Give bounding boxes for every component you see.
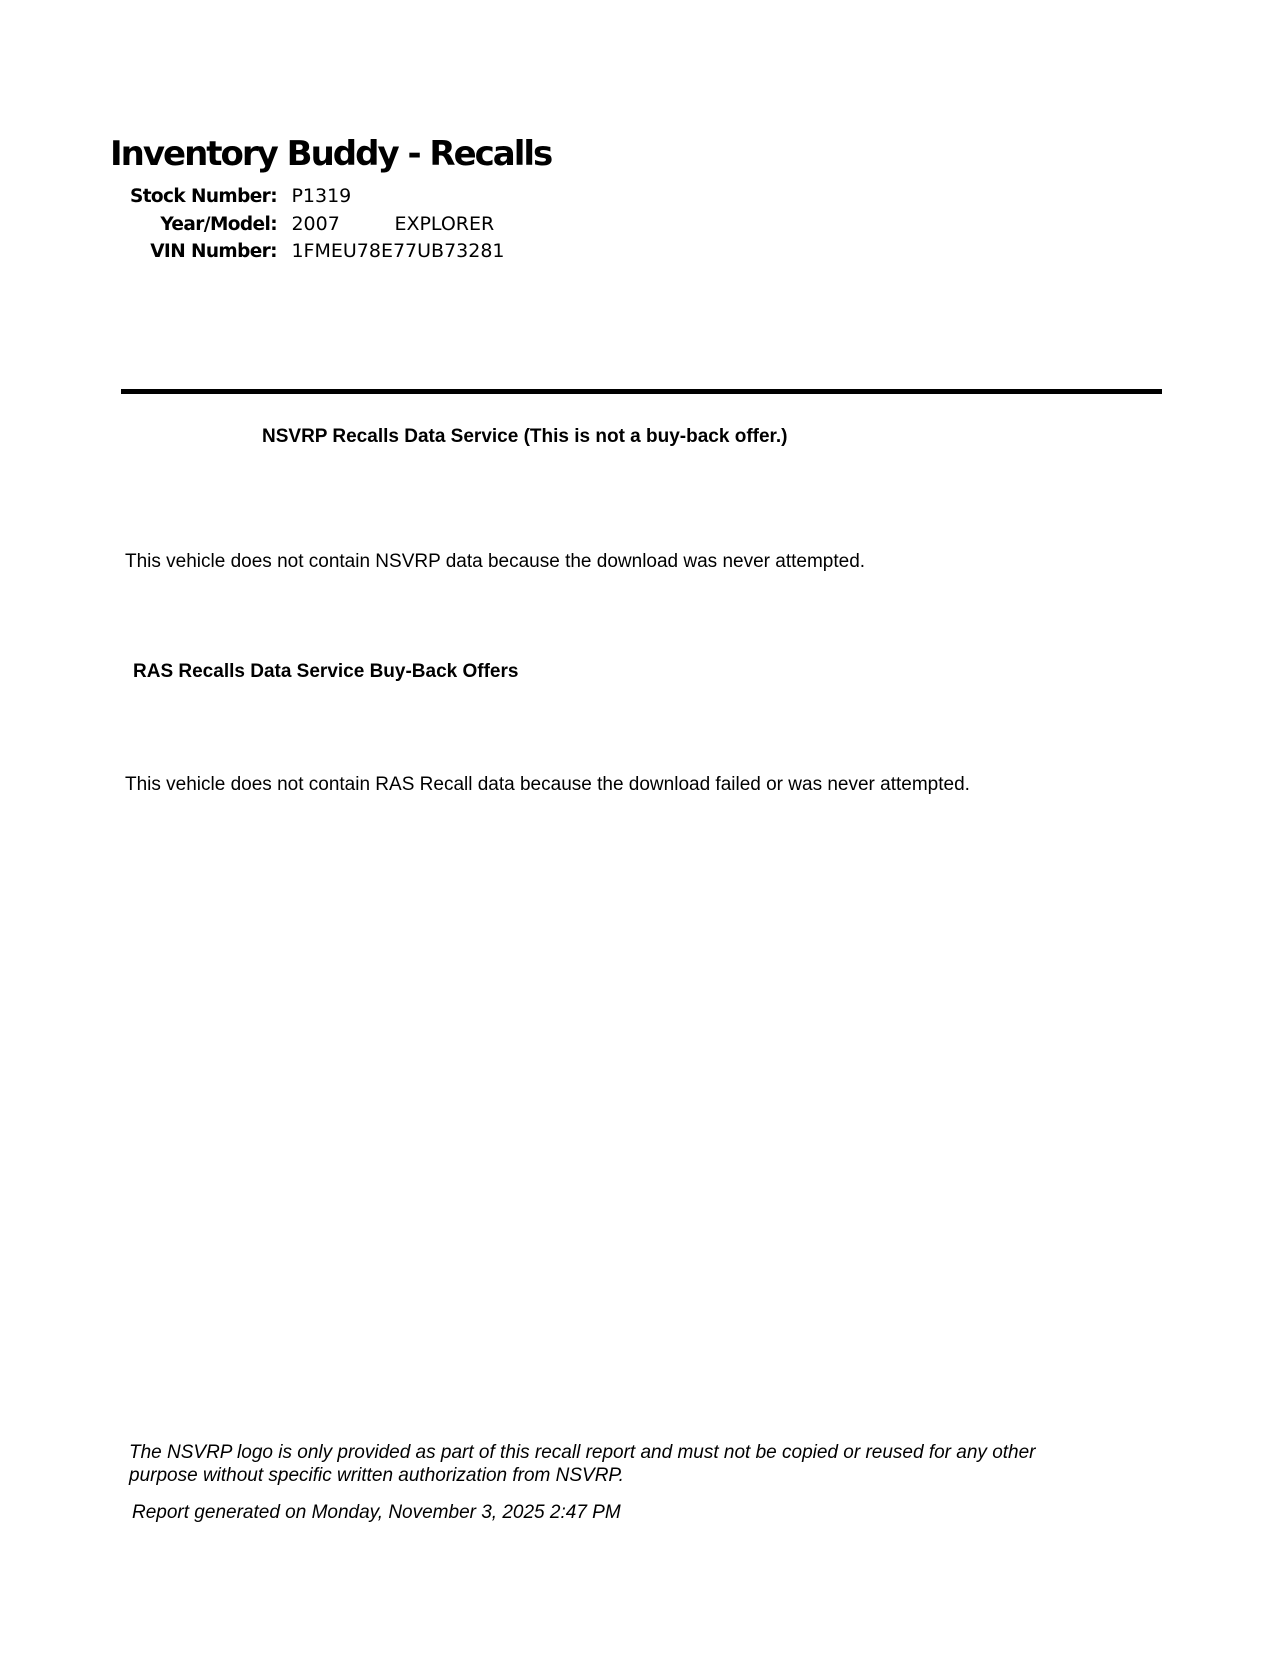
disclaimer-line-1: The NSVRP logo is only provided as part of this recall report and must not be copied or reused for any other	[129, 1442, 1036, 1463]
year-model-label: Year/Model:	[160, 213, 277, 235]
year-model-value	[291, 211, 494, 239]
ras-status-text: This vehicle does not contain RAS Recall data because the download failed or was never attempted.	[125, 774, 970, 795]
vin-label: VIN Number:	[150, 241, 277, 262]
stock-number-label: Stock Number:	[129, 186, 277, 207]
nsvrp-section-heading: NSVRP Recalls Data Service (This is not a buy-back offer.)	[262, 426, 788, 447]
vin-value: 1FMEU78E77UB73281	[291, 240, 505, 262]
report-generated-text: Report generated on Monday, November 3, 2025 2:47 PM	[132, 1502, 621, 1523]
model-value: EXPLORER	[394, 212, 495, 235]
disclaimer-line-2: purpose without specific written authorization from NSVRP.	[129, 1465, 624, 1486]
year-value: 2007	[291, 212, 340, 235]
nsvrp-status-text: This vehicle does not contain NSVRP data because the download was never attempted.	[125, 551, 866, 572]
stock-number-value: P1319	[291, 185, 352, 207]
vin-row	[0, 238, 505, 266]
page-title: Inventory Buddy - Recalls	[110, 134, 552, 174]
nsvrp-logo-disclaimer	[129, 1441, 1036, 1487]
section-divider-rule	[121, 389, 1162, 394]
stock-number-row	[0, 183, 505, 211]
ras-section-heading: RAS Recalls Data Service Buy-Back Offers	[133, 661, 519, 682]
year-model-row	[0, 211, 505, 239]
vehicle-info-block	[0, 183, 505, 266]
